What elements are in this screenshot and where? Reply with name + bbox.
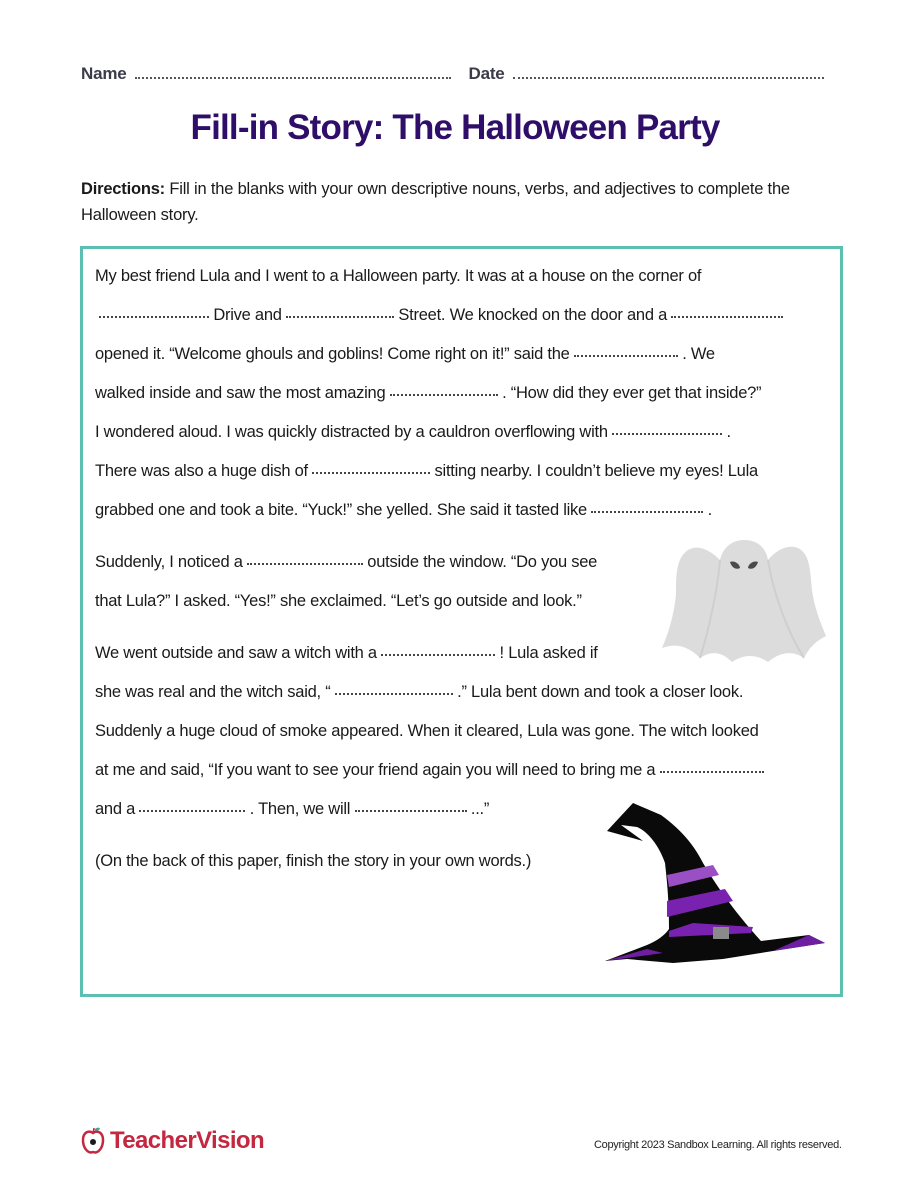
story-text-segment: Drive and (209, 306, 287, 324)
ghost-icon (660, 536, 828, 668)
blank-12[interactable] (660, 771, 764, 773)
story-text-segment: . We (677, 345, 715, 363)
story-text-segment: and a (95, 800, 140, 818)
blank-8[interactable] (591, 511, 703, 513)
blank-2[interactable] (286, 316, 394, 318)
story-text-segment: sitting nearby. I couldn’t believe my eyes! Lula (430, 462, 758, 480)
story-line-2 (95, 300, 835, 339)
story-text-segment: outside the window. “Do you see (362, 553, 598, 571)
story-line-11 (95, 677, 835, 716)
blank-10[interactable] (381, 654, 495, 656)
date-label: Date (468, 64, 505, 83)
story-text-segment: opened it. “Welcome ghouls and goblins! Come right on it!” said the (95, 345, 574, 363)
directions (81, 176, 851, 228)
story-text-segment: that Lula?” I asked. “Yes!” she exclaimed. “Let’s go outside and look.” (95, 592, 582, 610)
directions-label: Directions: (81, 180, 165, 198)
blank-5[interactable] (390, 394, 498, 396)
story-box (80, 246, 843, 997)
blank-13[interactable] (139, 810, 245, 812)
blank-6[interactable] (612, 433, 722, 435)
teachervision-logo[interactable] (81, 1126, 264, 1156)
story-text-segment: ! Lula asked if (495, 644, 598, 662)
story-line-1 (95, 261, 835, 300)
story-text-segment: . (703, 501, 712, 519)
date-field[interactable] (513, 77, 824, 79)
story-text-segment: . “How did they ever get that inside?” (497, 384, 762, 402)
story-text-segment: ...” (466, 800, 490, 818)
directions-text: Fill in the blanks with your own descriptive nouns, verbs, and adjectives to complete the Halloween story. (81, 180, 790, 224)
story-text-segment: at me and said, “If you want to see your friend again you will need to bring me a (95, 761, 660, 779)
story-line-6 (95, 456, 835, 495)
blank-9[interactable] (247, 563, 363, 565)
story-text-segment: My best friend Lula and I went to a Halloween party. It was at a house on the corner of (95, 267, 702, 285)
story-line-5 (95, 417, 835, 456)
blank-3[interactable] (671, 316, 783, 318)
story-text-segment: . Then, we will (245, 800, 355, 818)
story-line-12 (95, 716, 835, 755)
blank-4[interactable] (574, 355, 678, 357)
witch-hat-icon (603, 801, 829, 966)
story-text-segment: walked inside and saw the most amazing (95, 384, 390, 402)
story-instruction: (On the back of this paper, finish the story in your own words.) (95, 852, 532, 870)
story-text-segment: . (722, 423, 731, 441)
story-text-segment: Suddenly, I noticed a (95, 553, 247, 571)
blank-7[interactable] (312, 472, 430, 474)
story-text-segment: There was also a huge dish of (95, 462, 313, 480)
story-text-segment: Street. We knocked on the door and a (394, 306, 672, 324)
blank-14[interactable] (355, 810, 467, 812)
story-line-3 (95, 339, 835, 378)
logo-text: TeacherVision (110, 1127, 265, 1154)
name-field[interactable] (135, 77, 451, 79)
story-text-segment: she was real and the witch said, “ (95, 683, 335, 701)
story-text-segment: I wondered aloud. I was quickly distracted by a cauldron overflowing with (95, 423, 613, 441)
page-title: Fill-in Story: The Halloween Party (190, 108, 720, 147)
blank-1[interactable] (99, 316, 209, 318)
story-text-segment: .” Lula bent down and took a closer look. (452, 683, 744, 701)
story-text-segment: Suddenly a huge cloud of smoke appeared. When it cleared, Lula was gone. The witch looked (95, 722, 759, 740)
copyright: Copyright 2023 Sandbox Learning. All rights reserved. (594, 1139, 842, 1151)
story-text-segment: grabbed one and took a bite. “Yuck!” she yelled. She said it tasted like (95, 501, 592, 519)
story-line-7 (95, 495, 835, 534)
apple-icon (81, 1127, 105, 1155)
name-date-row (81, 60, 836, 84)
story-text-segment: We went outside and saw a witch with a (95, 644, 382, 662)
story-line-13 (95, 755, 835, 794)
name-label: Name (81, 64, 127, 83)
blank-11[interactable] (335, 693, 453, 695)
story-line-4 (95, 378, 835, 417)
